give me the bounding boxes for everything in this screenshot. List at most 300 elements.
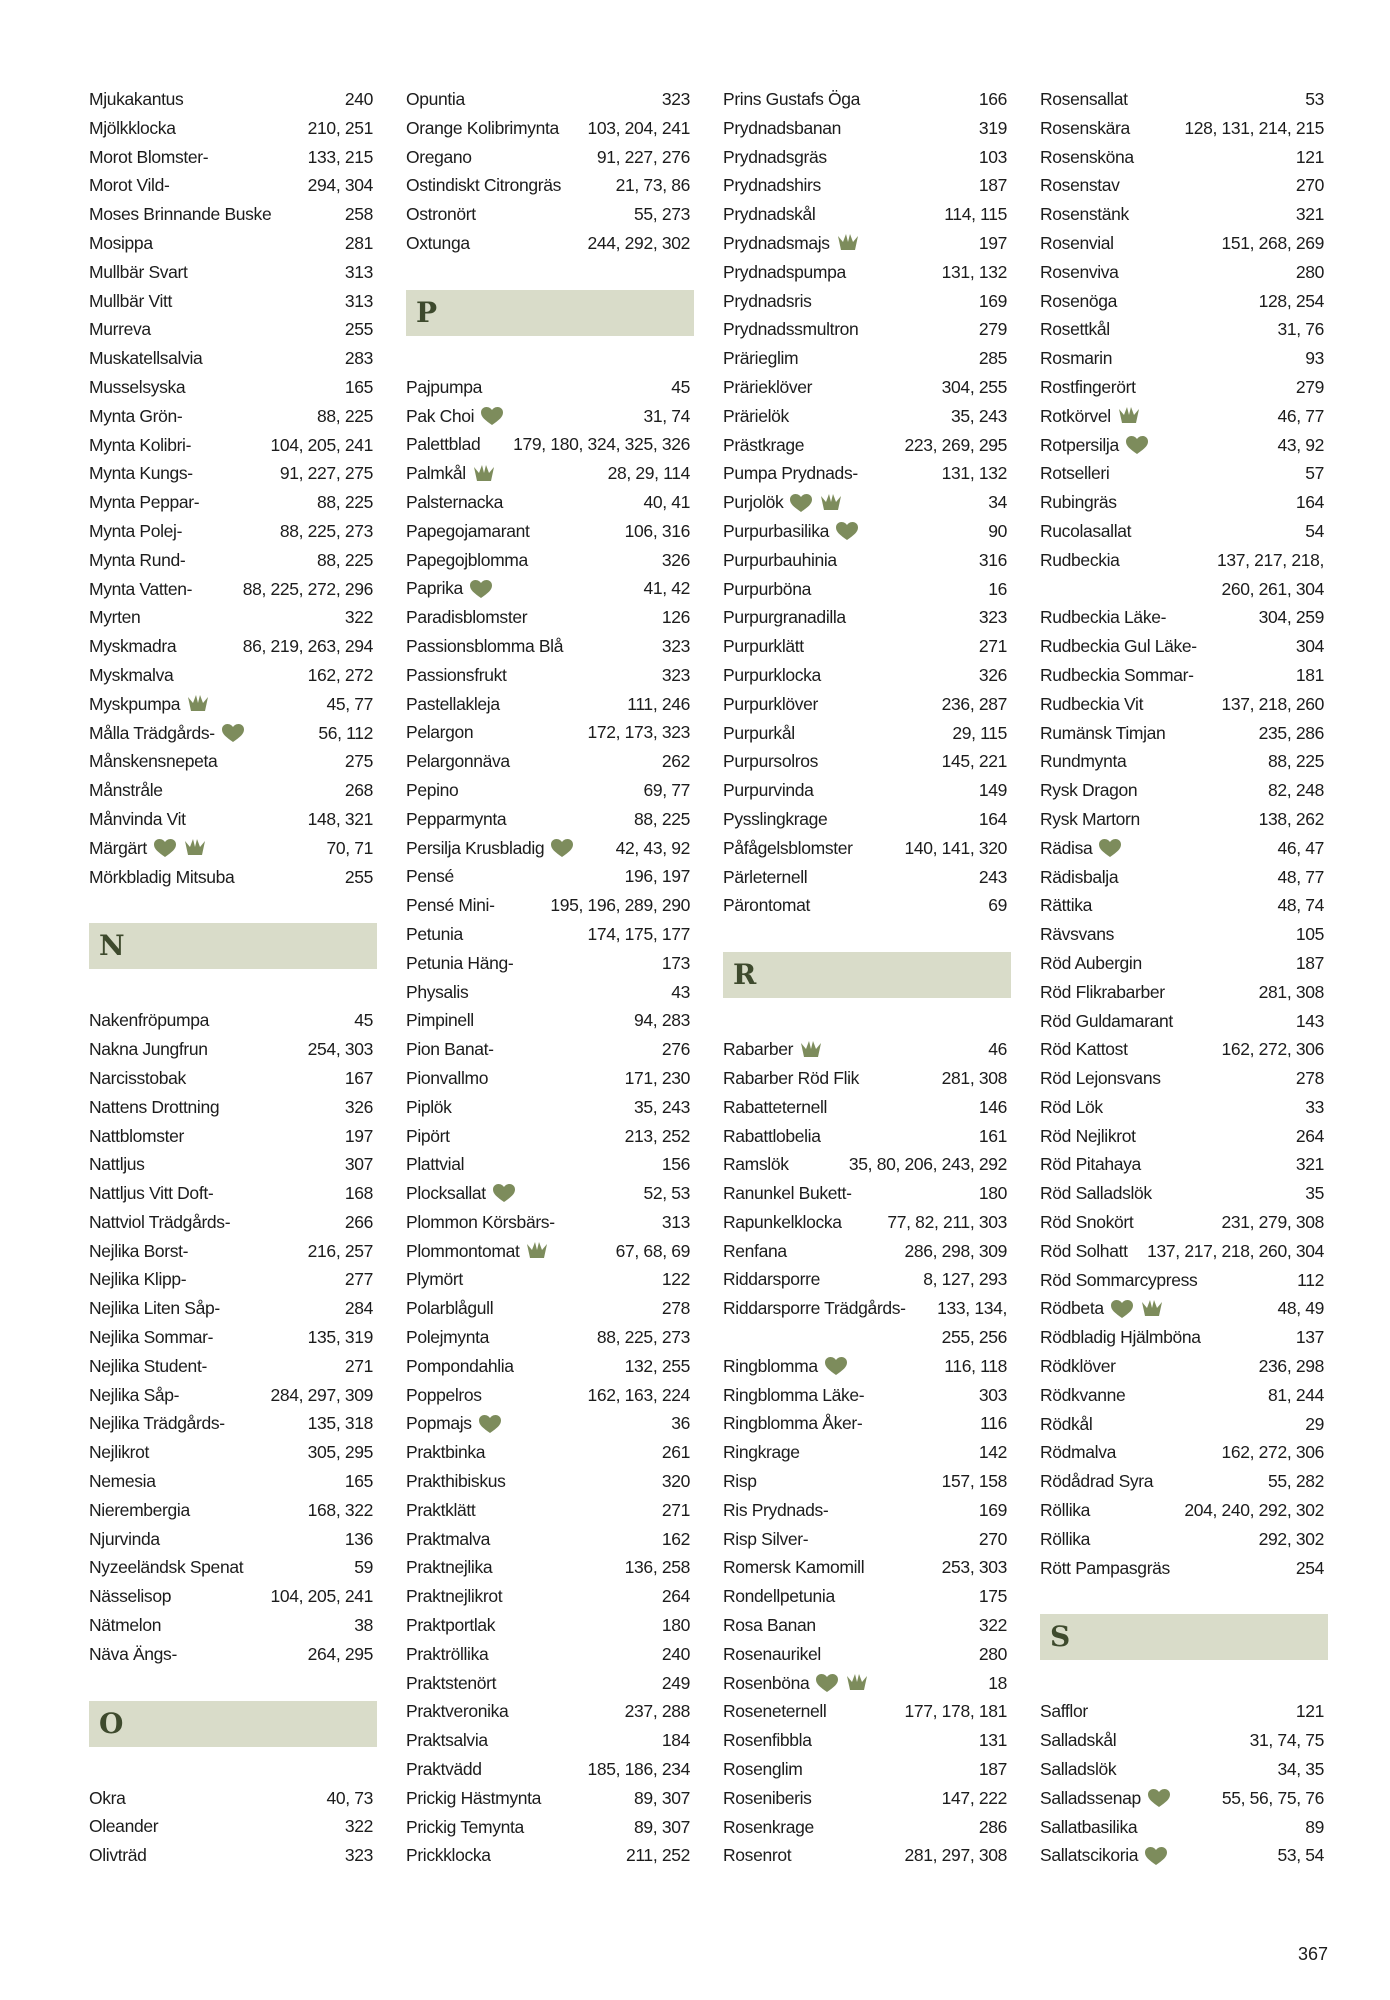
entry-name-group (406, 517, 530, 546)
index-entry (406, 1409, 690, 1438)
index-entry (89, 1381, 373, 1410)
entry-pages: 304, 255 (941, 376, 1007, 397)
entry-name: Rosenböna (723, 1672, 810, 1693)
entry-pages: 216, 257 (307, 1240, 373, 1261)
entry-name-group (406, 1093, 452, 1122)
entry-pages: 45 (354, 1010, 373, 1031)
entry-name-group (89, 1294, 220, 1323)
entry-name: Moses Brinnande Buske (89, 204, 272, 225)
index-entry (89, 287, 373, 316)
index-entry (723, 431, 1007, 460)
entry-name: Popmajs (406, 1413, 472, 1434)
index-entry (406, 517, 690, 546)
heart-icon (492, 1183, 516, 1203)
index-entry (723, 1496, 1007, 1525)
entry-name-group (1040, 747, 1126, 776)
index-entry (89, 661, 373, 690)
index-entry (406, 1496, 690, 1525)
entry-pages: 173 (661, 952, 690, 973)
entry-pages: 104, 205, 241 (270, 1586, 373, 1607)
entry-pages: 240 (661, 1643, 690, 1664)
entry-name: Prydnadsmajs (723, 232, 830, 253)
entry-name: Röd Snokört (1040, 1212, 1134, 1233)
entry-name-group (1040, 1294, 1164, 1323)
entry-name: Pastellakleja (406, 693, 500, 714)
entry-pages: 286, 298, 309 (904, 1240, 1007, 1261)
entry-pages: 157, 158 (941, 1471, 1007, 1492)
entry-name-group (406, 862, 454, 891)
entry-pages: 162, 163, 224 (587, 1384, 690, 1405)
index-entry (1040, 1410, 1324, 1439)
entry-pages: 28, 29, 114 (607, 463, 690, 484)
index-entry (723, 690, 1007, 719)
index-entry (406, 1294, 690, 1323)
entry-name: Rädisbalja (1040, 866, 1119, 887)
entry-pages: 40, 73 (326, 1787, 373, 1808)
index-column-2 (406, 85, 690, 1870)
entry-name: Narcisstobak (89, 1067, 186, 1088)
index-entry (723, 1352, 1007, 1381)
heart-icon (550, 838, 574, 858)
entry-pages: 145, 221 (941, 751, 1007, 772)
entry-pages: 278 (1295, 1068, 1324, 1089)
entry-name-group (406, 1697, 508, 1726)
entry-name-group (723, 1409, 862, 1438)
entry-name-group (1040, 344, 1112, 373)
entry-name-group (1040, 1726, 1116, 1755)
entry-name-group (406, 1352, 514, 1381)
entry-pages: 137 (1295, 1327, 1324, 1348)
entry-pages: 292, 302 (1258, 1528, 1324, 1549)
entry-name-group (1040, 200, 1129, 229)
index-entry (89, 114, 373, 143)
index-entry (406, 1467, 690, 1496)
index-entry (723, 1669, 1007, 1698)
entry-name-group (406, 1582, 502, 1611)
entry-name: Safflor (1040, 1701, 1088, 1722)
entry-name-group (406, 574, 493, 603)
entry-name: Persilja Krusbladig (406, 837, 545, 858)
entry-pages: 45, 77 (326, 693, 373, 714)
index-entry-continuation (723, 1323, 1007, 1352)
entry-name-group (89, 459, 193, 488)
entry-name: Rödkål (1040, 1413, 1093, 1434)
index-entry (406, 949, 690, 978)
entry-name: Nattljus Vitt Doft- (89, 1183, 214, 1204)
entry-name-group (723, 863, 807, 892)
entry-name-group (89, 690, 210, 719)
entry-name-group (89, 632, 176, 661)
entry-pages: 258 (344, 204, 373, 225)
entry-pages: 105 (1295, 924, 1324, 945)
entry-name-group (406, 949, 513, 978)
entry-pages: 164 (1295, 492, 1324, 513)
entry-pages: 166 (978, 89, 1007, 109)
entry-name: Pumpa Prydnads- (723, 463, 858, 484)
entry-name: Rosmarin (1040, 348, 1113, 369)
index-entry (1040, 1726, 1324, 1755)
index-entry (723, 1294, 1007, 1323)
entry-name: Petunia (406, 923, 463, 944)
index-entry (723, 1409, 1007, 1438)
entry-name-group (89, 834, 207, 863)
entry-pages: 35, 243 (634, 1096, 690, 1117)
index-entry (723, 171, 1007, 200)
entry-name: Polejmynta (406, 1327, 490, 1348)
entry-name: Rättika (1040, 895, 1093, 916)
index-entry (1040, 661, 1324, 690)
index-entry (406, 1064, 690, 1093)
index-entry (1040, 488, 1324, 517)
entry-pages: 264 (1295, 1125, 1324, 1146)
entry-name-group (406, 1381, 482, 1410)
entry-name: Röd Lejonsvans (1040, 1068, 1161, 1089)
heart-icon (478, 1414, 502, 1434)
entry-name: Pimpinell (406, 1010, 474, 1031)
entry-pages: 131, 132 (941, 463, 1007, 484)
entry-name: Salladskål (1040, 1730, 1117, 1751)
entry-name-group (89, 1812, 158, 1841)
entry-pages: 48, 49 (1277, 1298, 1324, 1319)
entry-name-group (1040, 1813, 1137, 1842)
entry-pages: 313 (344, 290, 373, 311)
entry-pages: 276 (661, 1039, 690, 1060)
entry-pages: 89, 307 (634, 1787, 690, 1808)
index-entry (89, 200, 373, 229)
letter-header-label: O (99, 1706, 124, 1740)
entry-pages: 53 (1305, 89, 1324, 109)
index-entry (406, 834, 690, 863)
entry-name: Nejlika Student- (89, 1355, 207, 1376)
entry-name-group (89, 229, 153, 258)
entry-name: Pärleternell (723, 866, 808, 887)
index-entry (1040, 1697, 1324, 1726)
entry-name: Pelargonnäva (406, 751, 510, 772)
index-entry (89, 1122, 373, 1151)
entry-name: Praktbinka (406, 1442, 486, 1463)
index-entry (1040, 143, 1324, 172)
index-entry (1040, 719, 1324, 748)
entry-pages: 59 (354, 1557, 373, 1578)
entry-name-group (1040, 1381, 1125, 1410)
entry-pages: 162, 272, 306 (1221, 1039, 1324, 1060)
entry-pages: 34 (988, 492, 1007, 513)
entry-name: Praktröllika (406, 1643, 489, 1664)
entry-name: Röllika (1040, 1528, 1091, 1549)
entry-name-group (406, 920, 463, 949)
entry-name: Ranunkel Bukett- (723, 1183, 852, 1204)
entry-name: Mynta Kungs- (89, 463, 193, 484)
entry-pages: 322 (344, 607, 373, 628)
entry-name: Purpurbasilika (723, 520, 829, 541)
entry-name-group (723, 1640, 821, 1669)
heart-icon (824, 1356, 848, 1376)
index-entry (723, 1064, 1007, 1093)
entry-name-group (723, 1208, 842, 1237)
entry-pages: 33 (1305, 1096, 1324, 1117)
entry-pages: 55, 56, 75, 76 (1221, 1787, 1324, 1808)
entry-pages: 18 (988, 1672, 1007, 1693)
index-entry (406, 661, 690, 690)
entry-name: Pion Banat- (406, 1039, 494, 1060)
index-entry (89, 1064, 373, 1093)
entry-pages: 321 (1295, 204, 1324, 225)
heart-icon (1144, 1846, 1168, 1866)
entry-pages: 180 (661, 1615, 690, 1636)
entry-name: Röd Kattost (1040, 1039, 1128, 1060)
entry-pages: 181 (1295, 664, 1324, 685)
entry-name: Purpurklocka (723, 664, 821, 685)
entry-pages: 31, 74 (643, 405, 690, 426)
entry-pages: 162, 272, 306 (1221, 1442, 1324, 1463)
index-entry (406, 632, 690, 661)
entry-name: Nakna Jungfrun (89, 1039, 208, 1060)
index-entry (723, 1813, 1007, 1842)
entry-name-group (723, 85, 860, 114)
entry-name: Rudbeckia Gul Läke- (1040, 636, 1197, 657)
entry-name: Röd Flikrabarber (1040, 981, 1165, 1002)
entry-name-group (723, 805, 827, 834)
entry-name-group (1040, 517, 1131, 546)
entry-name: Mjölkklocka (89, 117, 176, 138)
entry-name-group (406, 143, 472, 172)
entry-name: Morot Vild- (89, 175, 170, 196)
entry-name: Praktveronika (406, 1701, 509, 1722)
entry-name: Oleander (89, 1816, 159, 1837)
index-entry-continuation (1040, 575, 1324, 604)
entry-name-group (723, 1265, 820, 1294)
index-entry (89, 1784, 373, 1813)
index-entry (89, 459, 373, 488)
entry-name-group (89, 1640, 177, 1669)
index-entry (406, 1093, 690, 1122)
entry-name-group (89, 719, 245, 748)
entry-pages: 121 (1295, 146, 1324, 167)
entry-pages: 223, 269, 295 (904, 434, 1007, 455)
entry-pages: 135, 319 (307, 1327, 373, 1348)
entry-name-group (723, 632, 804, 661)
entry-name-group (1040, 1467, 1153, 1496)
index-entry (1040, 978, 1324, 1007)
index-entry (723, 1582, 1007, 1611)
entry-name: Prärieklöver (723, 376, 813, 397)
entry-name: Rödådrad Syra (1040, 1471, 1154, 1492)
entry-pages: 147, 222 (941, 1787, 1007, 1808)
entry-name: Ramslök (723, 1154, 789, 1175)
index-entry (89, 85, 373, 114)
entry-name-group (723, 661, 821, 690)
entry-pages: 93 (1305, 348, 1324, 369)
entry-name: Riddarsporre (723, 1269, 820, 1290)
index-entry (89, 373, 373, 402)
entry-pages: 137, 217, 218, 260, 304 (1147, 1240, 1324, 1261)
entry-name-group (89, 373, 185, 402)
entry-pages: 165 (344, 1471, 373, 1492)
entry-name: Rabattlobelia (723, 1125, 821, 1146)
entry-name: Pak Choi (406, 405, 475, 426)
letter-header (89, 923, 377, 969)
entry-name-group (723, 1553, 864, 1582)
entry-name: Salladssenap (1040, 1787, 1141, 1808)
entry-name-group (89, 1496, 190, 1525)
entry-pages: 323 (344, 1845, 373, 1866)
index-entry (406, 1035, 690, 1064)
entry-pages: 280 (978, 1643, 1007, 1664)
index-entry (89, 315, 373, 344)
index-entry (1040, 517, 1324, 546)
entry-name-group (1040, 1554, 1170, 1583)
index-entry (406, 920, 690, 949)
index-entry (723, 661, 1007, 690)
entry-name-group (89, 1035, 208, 1064)
index-entry (406, 1669, 690, 1698)
index-entry (1040, 431, 1324, 460)
entry-name: Röd Lök (1040, 1096, 1103, 1117)
entry-name-group (406, 200, 476, 229)
entry-name-group (1040, 603, 1166, 632)
entry-pages: 29 (1305, 1413, 1324, 1434)
entry-name-group (1040, 1438, 1116, 1467)
entry-name-group (1040, 863, 1118, 892)
entry-name-group (89, 488, 199, 517)
entry-name-group (406, 1438, 485, 1467)
index-entry (723, 1381, 1007, 1410)
entry-name-group (89, 287, 172, 316)
entry-name: Njurvinda (89, 1528, 160, 1549)
entry-name-group (89, 143, 208, 172)
entry-name-group (1040, 978, 1165, 1007)
entry-name: Rumänsk Timjan (1040, 722, 1166, 743)
entry-name: Rött Pampasgräs (1040, 1557, 1170, 1578)
entry-pages: 31, 74, 75 (1249, 1730, 1324, 1751)
entry-pages: 235, 286 (1258, 722, 1324, 743)
entry-name: Prärielök (723, 405, 789, 426)
entry-name: Purpurkål (723, 722, 795, 743)
entry-name-group (723, 575, 811, 604)
heart-icon (835, 521, 859, 541)
entry-name: Rosenfibbla (723, 1730, 812, 1751)
entry-pages: 169 (978, 290, 1007, 311)
entry-pages: 284, 297, 309 (270, 1384, 373, 1405)
entry-pages: 88, 225 (634, 808, 690, 829)
entry-name: Pärontomat (723, 895, 810, 916)
entry-name: Okra (89, 1787, 126, 1808)
entry-pages: 253, 303 (941, 1557, 1007, 1578)
entry-name: Salladslök (1040, 1759, 1117, 1780)
entry-name-group (89, 1265, 186, 1294)
index-entry (406, 1265, 690, 1294)
index-entry (406, 862, 690, 891)
entry-name: Palmkål (406, 463, 466, 484)
entry-name-group (406, 1784, 541, 1813)
entry-name-group (1040, 431, 1149, 460)
entry-name: Praktvädd (406, 1759, 482, 1780)
entry-pages: 237, 288 (624, 1701, 690, 1722)
entry-name: Plommontomat (406, 1240, 520, 1261)
entry-name: Rubingräs (1040, 492, 1117, 513)
entry-name: Pompondahlia (406, 1355, 514, 1376)
entry-name-group (723, 1352, 848, 1381)
entry-pages: 94, 283 (634, 1010, 690, 1031)
entry-name-group (406, 114, 559, 143)
entry-name-group (406, 1150, 464, 1179)
entry-name: Palsternacka (406, 491, 503, 512)
index-entry (89, 863, 373, 892)
index-entry (1040, 1323, 1324, 1352)
entry-pages: 323 (661, 664, 690, 685)
entry-name: Nierembergia (89, 1499, 190, 1520)
entry-pages: 82, 248 (1268, 780, 1324, 801)
entry-name: Physalis (406, 981, 469, 1002)
entry-pages: 46, 47 (1277, 837, 1324, 858)
index-entry (723, 258, 1007, 287)
index-entry (89, 229, 373, 258)
index-entry (723, 603, 1007, 632)
entry-pages: 280 (1295, 261, 1324, 282)
entry-pages: 270 (978, 1528, 1007, 1549)
index-entry (1040, 1496, 1324, 1525)
entry-name: Prydnadsris (723, 290, 812, 311)
entry-pages: 122 (661, 1269, 690, 1290)
entry-pages: 156 (661, 1154, 690, 1175)
entry-pages: 326 (661, 549, 690, 570)
entry-name: Mynta Grön- (89, 405, 183, 426)
entry-name: Romersk Kamomill (723, 1557, 865, 1578)
index-entry (1040, 315, 1324, 344)
entry-name-group (723, 546, 837, 575)
entry-pages: 126 (661, 607, 690, 628)
entry-pages: 88, 225 (317, 549, 373, 570)
index-entry (89, 1237, 373, 1266)
entry-name-group (89, 1352, 207, 1381)
entry-name: Rapunkelklocka (723, 1211, 842, 1232)
entry-pages: 213, 252 (624, 1125, 690, 1146)
entry-pages: 136 (344, 1528, 373, 1549)
entry-name-group (89, 517, 182, 546)
entry-pages: 137, 217, 218, (1216, 549, 1324, 570)
entry-name-group (89, 171, 169, 200)
entry-name: Rödbeta (1040, 1298, 1104, 1319)
entry-name-group (1040, 661, 1194, 690)
index-entry (723, 1726, 1007, 1755)
entry-name: Plymört (406, 1269, 463, 1290)
entry-name-group (723, 776, 814, 805)
entry-name-group (723, 229, 860, 258)
index-entry (723, 315, 1007, 344)
index-entry (1040, 200, 1324, 229)
index-entry (1040, 1438, 1324, 1467)
entry-name: Rosensköna (1040, 146, 1134, 167)
crown-icon (525, 1241, 549, 1261)
index-entry (723, 1755, 1007, 1784)
index-entry (723, 1841, 1007, 1870)
entry-name: Purpurbauhinia (723, 549, 837, 570)
index-entry (1040, 1554, 1324, 1583)
entry-name: Röd Guldamarant (1040, 1010, 1173, 1031)
entry-pages: 187 (1295, 952, 1324, 973)
entry-name-group (406, 373, 482, 402)
entry-pages: 81, 244 (1268, 1384, 1324, 1405)
index-entry (406, 747, 690, 776)
entry-name-group (1040, 85, 1128, 114)
index-entry (723, 1179, 1007, 1208)
entry-name: Praktmalva (406, 1528, 491, 1549)
entry-name-group (89, 1179, 213, 1208)
entry-pages: 149 (978, 780, 1007, 801)
entry-pages: 103 (978, 146, 1007, 167)
entry-pages: 88, 225 (1268, 751, 1324, 772)
entry-name-group (406, 430, 480, 459)
